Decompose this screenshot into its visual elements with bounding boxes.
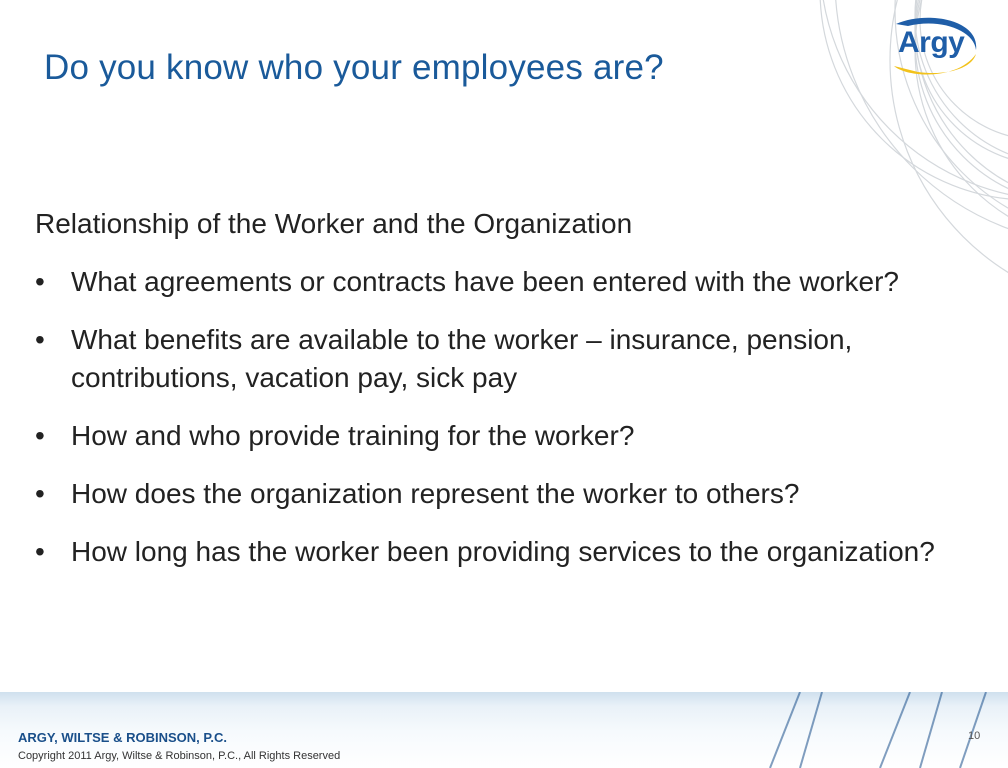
- bullet-item: [35, 417, 935, 455]
- section-heading: Relationship of the Worker and the Organization: [35, 208, 633, 239]
- bullet-list: [35, 263, 935, 571]
- bullet-text: How long has the worker been providing services to the organization?: [71, 536, 935, 567]
- bullet-text: What agreements or contracts have been entered with the worker?: [71, 266, 899, 297]
- slide-content: [35, 205, 935, 591]
- bullet-icon: •: [35, 420, 45, 451]
- bullet-item: [35, 475, 935, 513]
- argy-logo: [888, 16, 980, 78]
- slide-title: Do you know who your employees are?: [44, 48, 664, 87]
- bullet-icon: •: [35, 266, 45, 297]
- footer-band: [0, 692, 1008, 768]
- bullet-text: How and who provide training for the worker?: [71, 420, 635, 451]
- bullet-icon: •: [35, 478, 45, 509]
- bullet-icon: •: [35, 324, 45, 355]
- page-number: 10: [968, 730, 981, 742]
- footer-copyright: Copyright 2011 Argy, Wiltse & Robinson, P.C., All Rights Reserved: [18, 750, 341, 762]
- footer-firm-name: ARGY, WILTSE & ROBINSON, P.C.: [18, 730, 227, 745]
- bullet-text: How does the organization represent the worker to others?: [71, 478, 800, 509]
- bullet-item: [35, 263, 935, 301]
- bullet-item: [35, 321, 935, 397]
- logo-text: Argy: [898, 26, 965, 59]
- bullet-text: What benefits are available to the worker – insurance, pension, contributions, vacation pay, sick pay: [71, 324, 853, 393]
- bullet-icon: •: [35, 536, 45, 567]
- bullet-item: [35, 533, 935, 571]
